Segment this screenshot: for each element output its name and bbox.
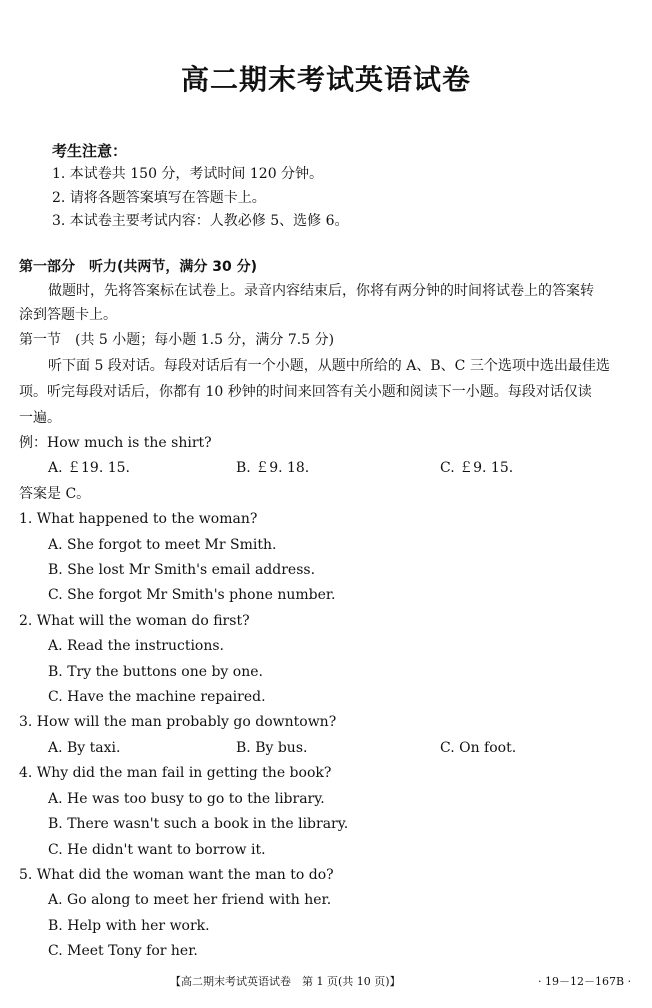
question: 2. What will the woman do first? [19, 613, 250, 629]
notice-item: 2. 请将各题答案填写在答题卡上。 [52, 190, 266, 206]
page-title: 高二期末考试英语试卷 [180, 63, 471, 96]
question: 5. What did the woman want the man to do? [19, 867, 334, 883]
notice-item: 1. 本试卷共 150 分，考试时间 120 分钟。 [52, 166, 324, 182]
section-intro: 听下面 5 段对话。每段对话后有一个小题，从题中所给的 A、B、C 三个选项中选出最佳选 [48, 358, 610, 374]
footer-code: · 19－12－167B · [538, 975, 632, 988]
option-c: C. He didn't want to borrow it. [48, 842, 266, 858]
option-a: A. ￡19. 15. [48, 460, 130, 476]
part-heading: 第一部分 听力(共两节，满分 30 分) [19, 259, 258, 275]
option-a: A. Go along to meet her friend with her. [48, 892, 332, 908]
option-b: B. Try the buttons one by one. [48, 664, 263, 680]
option-a: A. She forgot to meet Mr Smith. [48, 537, 277, 553]
option-b: B. There wasn't such a book in the library. [48, 816, 349, 832]
option-b: B. By bus. [236, 740, 308, 756]
option-a: A. Read the instructions. [48, 638, 225, 654]
option-a: A. He was too busy to go to the library. [48, 791, 325, 807]
section-intro: 一遍。 [19, 410, 61, 426]
example-question: 例：How much is the shirt? [19, 435, 212, 451]
option-c: C. ￡9. 15. [440, 460, 514, 476]
option-a: A. By taxi. [48, 740, 121, 756]
notice-item: 3. 本试卷主要考试内容：人教必修 5、选修 6。 [52, 213, 349, 229]
question: 1. What happened to the woman? [19, 511, 258, 527]
section-intro: 项。听完每段对话后，你都有 10 秒钟的时间来回答有关小题和阅读下一小题。每段对话仅读 [19, 384, 592, 400]
example-answer: 答案是 C。 [19, 486, 91, 502]
question: 3. How will the man probably go downtown? [19, 714, 337, 730]
part-intro: 做题时，先将答案标在试卷上。录音内容结束后，你将有两分钟的时间将试卷上的答案转 [48, 283, 594, 299]
section-heading: 第一节 (共 5 小题；每小题 1.5 分，满分 7.5 分) [19, 332, 335, 348]
question: 4. Why did the man fail in getting the book? [19, 765, 332, 781]
notice-heading: 考生注意： [52, 142, 128, 160]
option-b: B. She lost Mr Smith's email address. [48, 562, 316, 578]
option-c: C. Meet Tony for her. [48, 943, 198, 959]
option-b: B. ￡9. 18. [236, 460, 310, 476]
option-c: C. On foot. [440, 740, 517, 756]
option-b: B. Help with her work. [48, 918, 210, 934]
option-c: C. Have the machine repaired. [48, 689, 266, 705]
footer-page-info: 【高二期末考试英语试卷 第 1 页(共 10 页)】 [170, 975, 401, 988]
part-intro: 涂到答题卡上。 [19, 307, 117, 323]
option-c: C. She forgot Mr Smith's phone number. [48, 587, 336, 603]
